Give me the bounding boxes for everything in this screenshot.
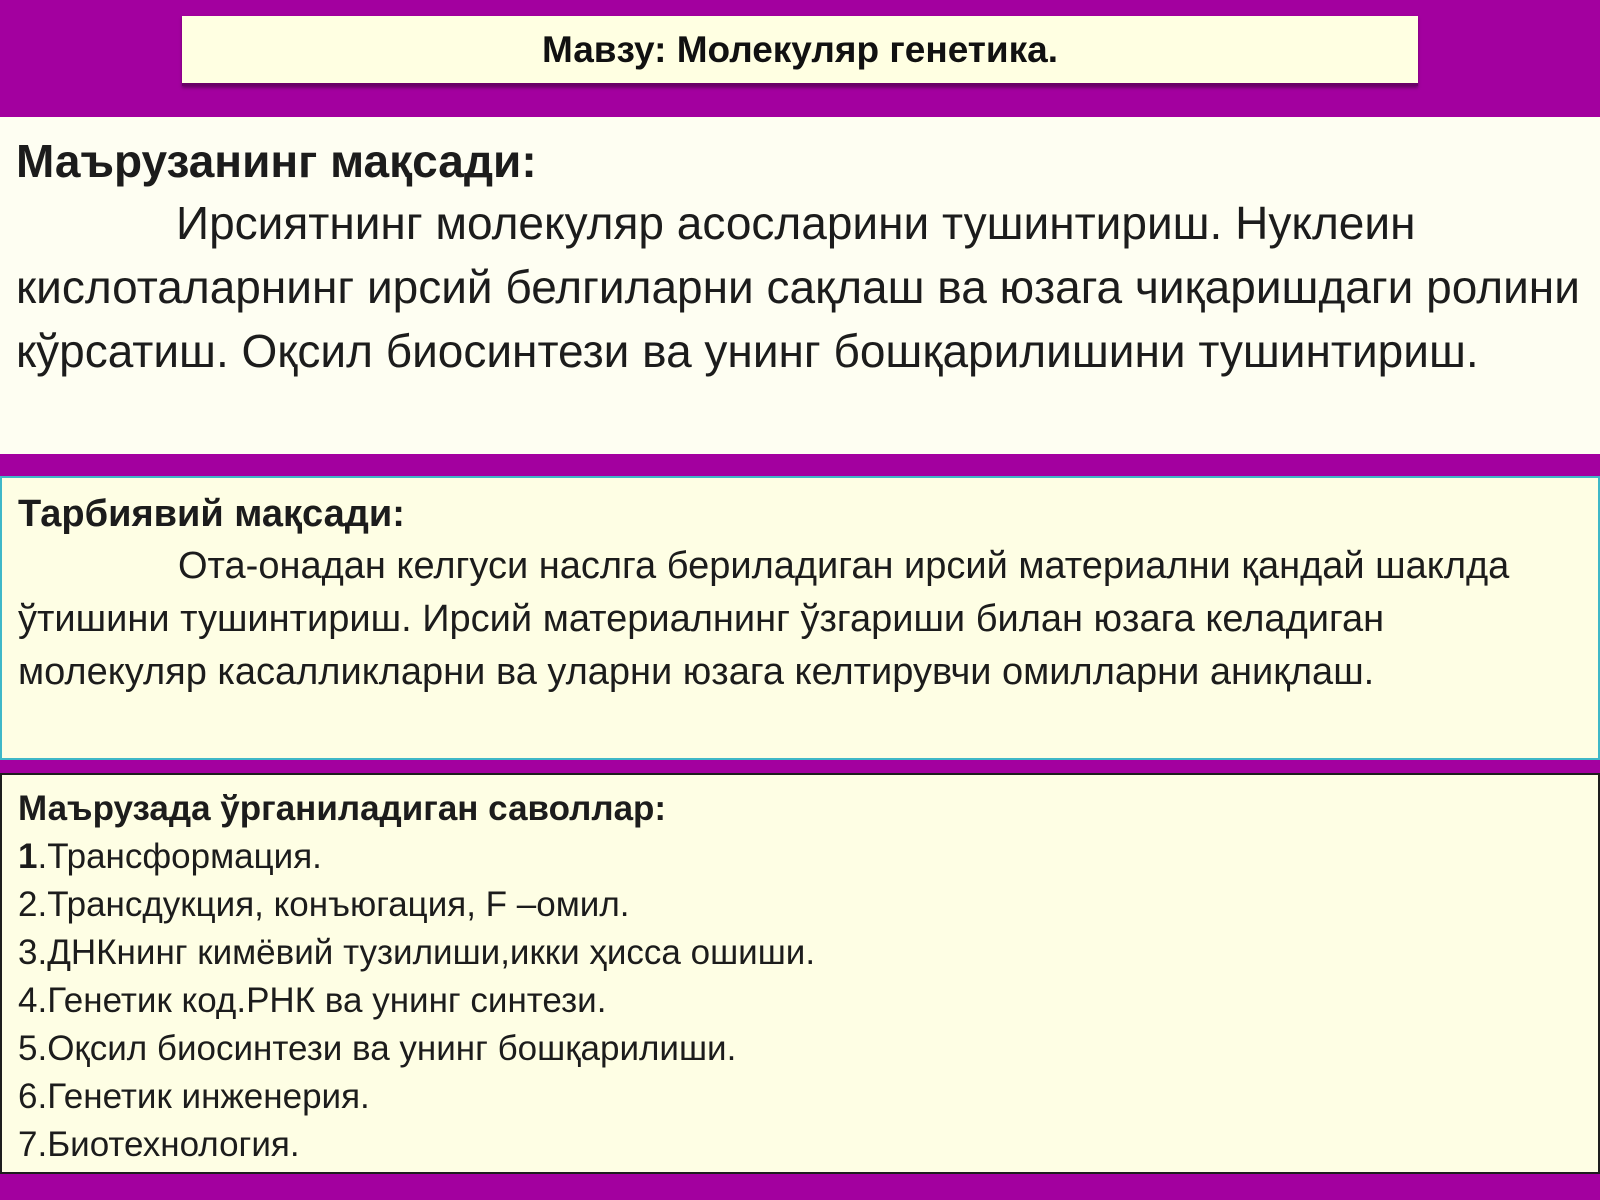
question-item <box>18 1121 1582 1169</box>
lecture-goal-section <box>0 117 1600 454</box>
question-number: 7 <box>18 1125 38 1164</box>
question-text: .Трансдукция, конъюгация, F –омил. <box>37 885 630 924</box>
question-number: 5 <box>18 1029 38 1068</box>
question-number: 4 <box>18 981 38 1020</box>
question-item <box>18 1073 1582 1121</box>
question-text: .Биотехнология. <box>37 1125 300 1164</box>
lecture-goal-heading: Маърузанинг мақсади: <box>16 135 537 187</box>
question-item <box>18 977 1582 1025</box>
question-number: 6 <box>18 1077 38 1116</box>
question-text: .ДНКнинг кимёвий тузилиши,икки ҳисса ошиши. <box>37 933 816 972</box>
question-number: 3 <box>18 933 38 972</box>
question-item <box>18 833 1582 881</box>
question-text: .Генетик код.РНК ва унинг синтези. <box>37 981 607 1020</box>
slide-title: Мавзу: Молекуляр генетика. <box>541 28 1059 70</box>
lecture-goal-text: Ирсиятнинг молекуляр асосларини тушинтириш. Нуклеин кислоталарнинг ирсий белгиларни сақлаш ва юзага чиқаришдаги ролини кўрсатиш. Оқсил биосинтези ва унинг бошқарилишини тушинтириш. <box>16 197 1580 377</box>
educational-goal-heading: Тарбиявий мақсади: <box>18 493 405 535</box>
question-number: 2 <box>18 885 38 924</box>
educational-goal-section <box>0 476 1600 760</box>
questions-heading: Маърузада ўрганиладиган саволлар: <box>18 789 667 828</box>
question-text: .Генетик инженерия. <box>37 1077 370 1116</box>
question-text: .Оқсил биосинтези ва унинг бошқарилиши. <box>37 1029 737 1068</box>
question-item <box>18 881 1582 929</box>
question-item <box>18 1025 1582 1073</box>
slide-title-box <box>182 16 1418 86</box>
question-text: .Трансформация. <box>37 837 322 876</box>
educational-goal-text: Ота-онадан келгуси наслга бериладиган ирсий материални қандай шаклда ўтишини тушинтириш. Ирсий материалнинг ўзгариши билан юзага келадиган молекуляр касалликларни ва уларни юзага келтирувчи омилларни аниқлаш. <box>18 545 1510 693</box>
question-item <box>18 929 1582 977</box>
question-number: 1 <box>18 837 38 876</box>
questions-section <box>0 773 1600 1174</box>
questions-list <box>18 833 1582 1169</box>
